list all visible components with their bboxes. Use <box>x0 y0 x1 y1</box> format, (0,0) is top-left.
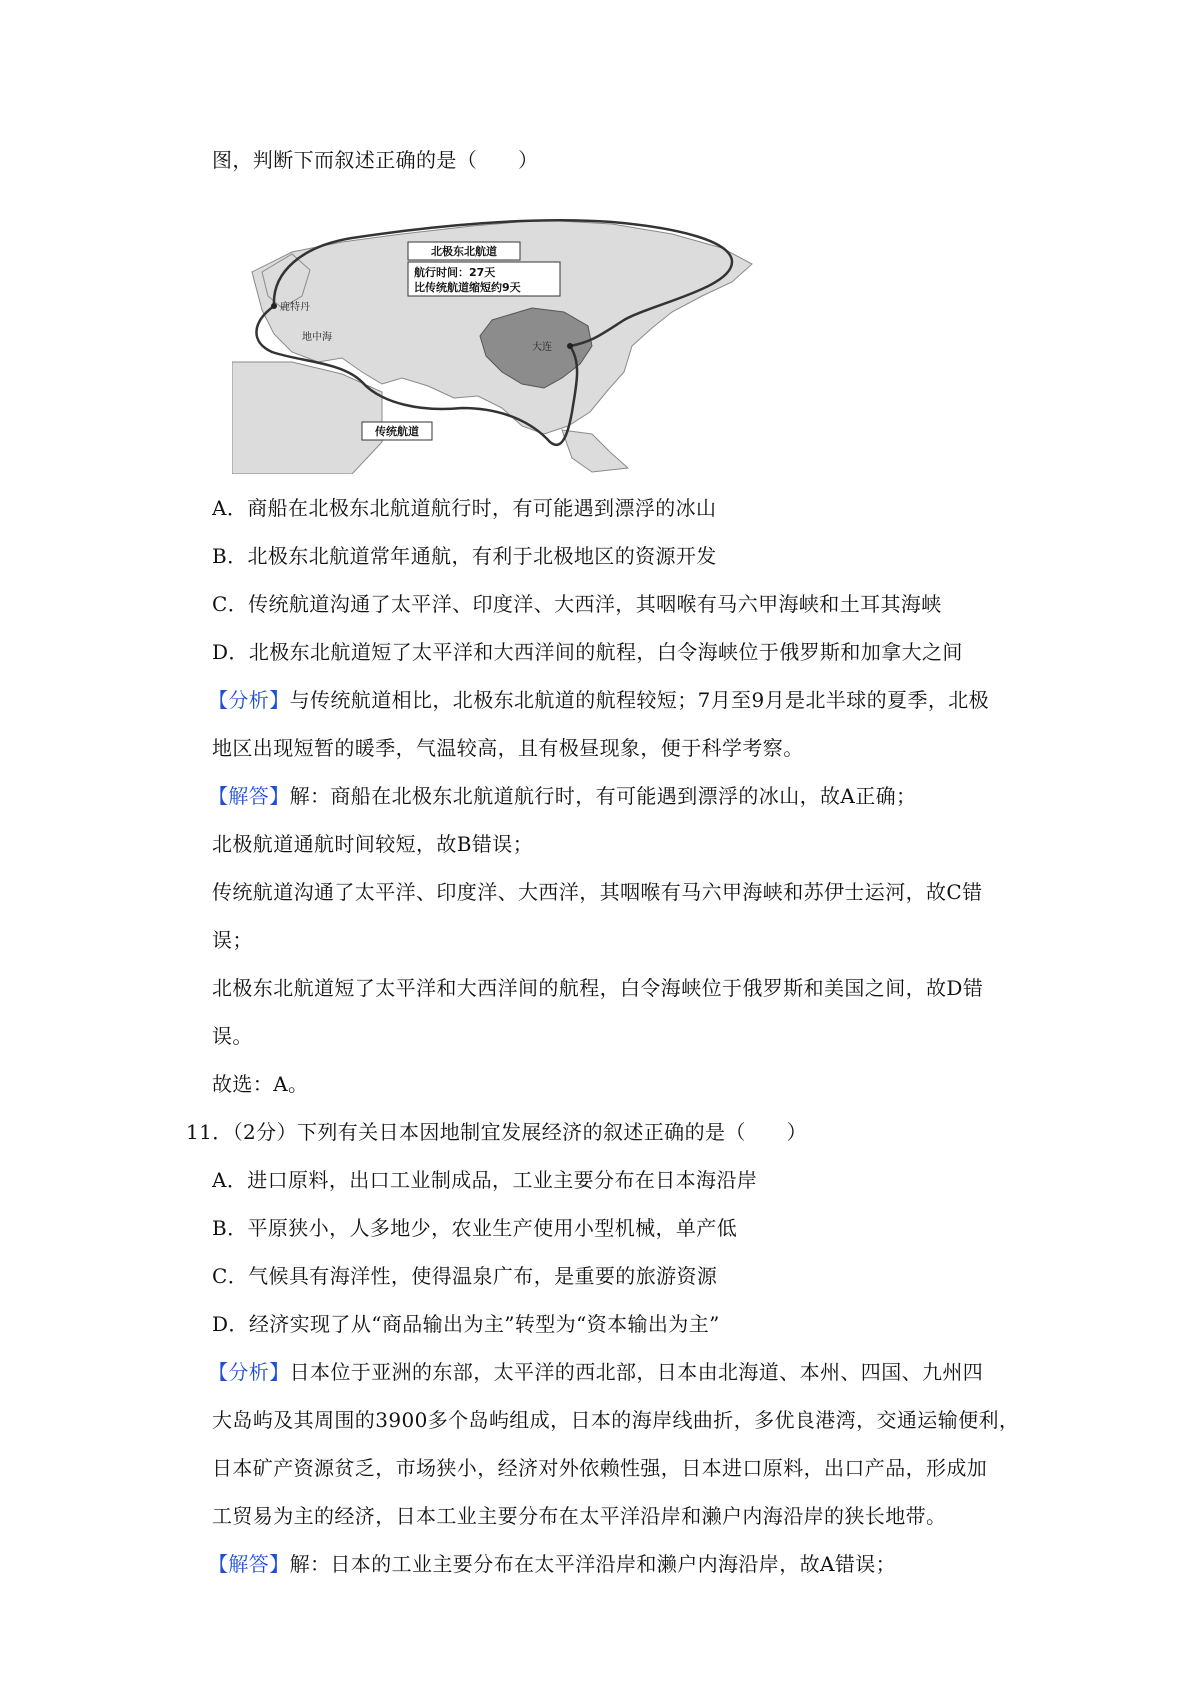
q10-choice: 故选：A。 <box>212 1072 309 1096</box>
route-map-figure <box>232 212 792 474</box>
q10-answer-line-2: 北极航道通航时间较短，故B错误； <box>212 832 534 856</box>
place-rotterdam: 鹿特丹 <box>280 302 310 313</box>
q10-answer-line-3: 传统航道沟通了太平洋、印度洋、大西洋，其咽喉有马六甲海峡和苏伊士运河，故C错 <box>212 880 983 904</box>
place-mediterranean: 地中海 <box>302 332 332 343</box>
q10-answer-text-1: 解：商船在北极东北航道航行时，有可能遇到漂浮的冰山，故A正确； <box>289 784 917 808</box>
q10-analysis-text-1: 与传统航道相比，北极东北航道的航程较短；7月至9月是北半球的夏季，北极 <box>289 688 990 712</box>
q11-option-c: C．气候具有海洋性，使得温泉广布，是重要的旅游资源 <box>212 1264 718 1288</box>
marker-rotterdam <box>271 303 277 309</box>
landmass-southeast-asia <box>562 430 628 472</box>
route-traditional-label: 传统航道 <box>375 425 419 438</box>
q11-option-a: A．进口原料，出口工业制成品，工业主要分布在日本海沿岸 <box>212 1168 758 1192</box>
q11-analysis-text-1: 日本位于亚洲的东部，太平洋的西北部，日本由北海道、本州、四国、九州四 <box>289 1360 984 1384</box>
route-info-line-2: 比传统航道缩短约9天 <box>414 281 521 294</box>
q10-analysis-line-1 <box>208 686 989 714</box>
eurasia-route-map <box>232 212 792 474</box>
q11-answer-text-1: 解：日本的工业主要分布在太平洋沿岸和濑户内海沿岸，故A错误； <box>289 1552 897 1576</box>
route-north-label: 北极东北航道 <box>431 245 497 258</box>
q10-stem-tail: 图，判断下而叙述正确的是（ ） <box>212 148 539 172</box>
q11-answer-tag: 【解答】 <box>208 1552 290 1576</box>
q10-answer-tag: 【解答】 <box>208 784 290 808</box>
q11-option-d: D．经济实现了从“商品输出为主”转型为“资本输出为主” <box>212 1312 720 1336</box>
place-dalian: 大连 <box>532 342 552 353</box>
q10-answer-line-4: 误； <box>212 928 253 952</box>
q10-analysis-tag: 【分析】 <box>208 688 290 712</box>
route-info-line-1: 航行时间：27天 <box>414 266 496 279</box>
q11-analysis-line-3: 日本矿产资源贫乏，市场狭小，经济对外依赖性强，日本进口原料，出口产品，形成加 <box>212 1456 988 1480</box>
q11-stem: 11．（2分）下列有关日本因地制宜发展经济的叙述正确的是（ ） <box>186 1120 807 1144</box>
q11-analysis-tag: 【分析】 <box>208 1360 290 1384</box>
q10-option-d: D．北极东北航道短了太平洋和大西洋间的航程，白令海峡位于俄罗斯和加拿大之间 <box>212 640 963 664</box>
marker-dalian <box>567 343 573 349</box>
q10-answer-line-6: 误。 <box>212 1024 253 1048</box>
q10-answer-line-5: 北极东北航道短了太平洋和大西洋间的航程，白令海峡位于俄罗斯和美国之间，故D错 <box>212 976 984 1000</box>
q10-option-b: B．北极东北航道常年通航，有利于北极地区的资源开发 <box>212 544 717 568</box>
q11-analysis-line-2: 大岛屿及其周围的3900多个岛屿组成，日本的海岸线曲折，多优良港湾，交通运输便利， <box>212 1408 1020 1432</box>
q10-answer-line-1 <box>208 782 916 810</box>
q10-analysis-line-2: 地区出现短暂的暖季，气温较高，且有极昼现象，便于科学考察。 <box>212 736 804 760</box>
q10-option-c: C．传统航道沟通了太平洋、印度洋、大西洋，其咽喉有马六甲海峡和土耳其海峡 <box>212 592 942 616</box>
q11-analysis-line-4: 工贸易为主的经济，日本工业主要分布在太平洋沿岸和濑户内海沿岸的狭长地带。 <box>212 1504 947 1528</box>
q11-answer-line-1 <box>208 1550 896 1578</box>
q11-analysis-line-1 <box>208 1358 983 1386</box>
q11-option-b: B．平原狭小，人多地少，农业生产使用小型机械，单产低 <box>212 1216 738 1240</box>
q10-option-a: A．商船在北极东北航道航行时，有可能遇到漂浮的冰山 <box>212 496 717 520</box>
